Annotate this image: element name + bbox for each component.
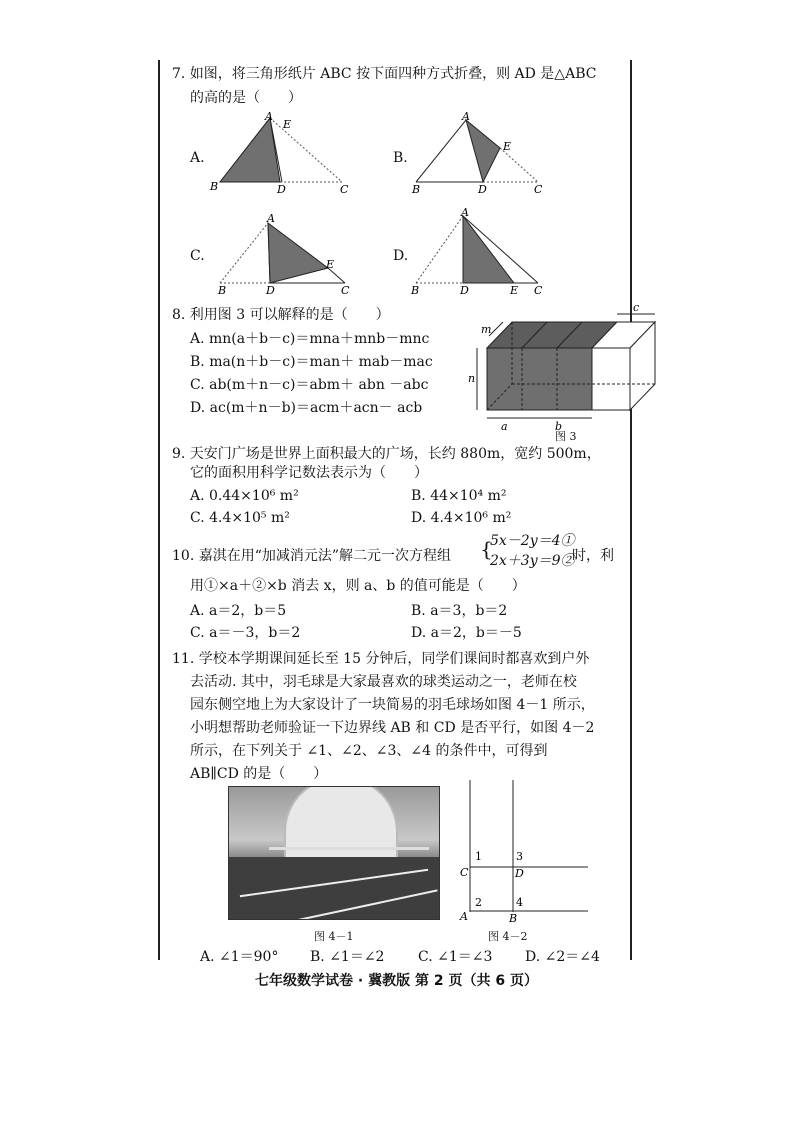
q7-figure-a [205, 112, 365, 197]
q7d-label-A: A [461, 206, 469, 219]
q7d-label-E: E [510, 284, 519, 297]
q11-option-a: A. ∠1＝90° [200, 949, 279, 965]
q7-figure-c [210, 208, 370, 298]
q7c-label-B: B [218, 284, 227, 297]
q8-label-m: m [481, 323, 492, 336]
q11-figure-4-2 [455, 780, 595, 930]
q7d-label-D: D [460, 284, 469, 297]
angle-2-label: 2 [475, 896, 482, 909]
q10-option-c: C. a＝－3，b＝2 [190, 625, 301, 641]
fig-4-2-caption: 图 4－2 [488, 930, 528, 943]
point-A-label: A [460, 910, 468, 923]
q7a-label-C: C [340, 183, 349, 196]
q9-option-c: C. 4.4×10⁵ m² [190, 510, 290, 526]
q7c-label-E: E [326, 258, 335, 271]
q8-label-n: n [468, 372, 476, 385]
point-D-label: D [515, 867, 524, 880]
q7-stem-line2: 的高的是（ ） [190, 90, 302, 106]
q10-stem-line2: 用①×a＋②×b 消去 x，则 a、b 的值可能是（ ） [190, 578, 526, 594]
q11-option-d: D. ∠2＝∠4 [525, 949, 600, 965]
q8-figure-3 [465, 301, 640, 433]
q9-option-a: A. 0.44×10⁶ m² [190, 488, 299, 504]
q11-stem-line4: 小明想帮助老师验证一下边界线 AB 和 CD 是否平行，如图 4－2 [190, 720, 595, 736]
fig-4-1-caption: 图 4－1 [314, 930, 354, 943]
angle-1-label: 1 [475, 850, 482, 863]
q7-stem-line1: 7. 如图，将三角形纸片 ABC 按下面四种方式折叠，则 AD 是△ABC [172, 66, 597, 82]
q7b-label-A: A [462, 110, 470, 123]
q7c-label-A: A [267, 212, 275, 225]
q8-option-c: C. ab(m＋n－c)＝abm＋ abn －abc [190, 377, 429, 393]
q7d-label-B: B [411, 284, 420, 297]
q7-option-d: D. [393, 248, 409, 264]
q8-option-b: B. ma(n＋b－c)＝man＋ mab－mac [190, 354, 433, 370]
q7c-label-D: D [266, 284, 275, 297]
q7a-label-A: A [265, 110, 273, 123]
q7b-label-B: B [412, 183, 421, 196]
photo-court [229, 857, 439, 919]
q7-option-c: C. [190, 248, 205, 264]
q7b-label-D: D [478, 183, 487, 196]
q7b-label-C: C [534, 183, 543, 196]
q8-label-c: c [633, 301, 640, 314]
point-C-label: C [460, 866, 469, 879]
q8-option-a: A. mn(a＋b－c)＝mna＋mnb－mnc [190, 331, 430, 347]
q7b-label-E: E [503, 140, 512, 153]
q7d-label-C: C [534, 284, 543, 297]
q7a-label-D: D [277, 183, 286, 196]
q7a-label-B: B [210, 180, 219, 193]
point-B-label: B [509, 912, 518, 925]
q10-equation-1: 5x－2y＝4① [490, 533, 575, 549]
left-margin-line [158, 60, 160, 960]
q11-stem-line3: 园东侧空地上为大家设计了一块简易的羽毛球场如图 4－1 所示， [190, 697, 595, 713]
q11-stem-line6: AB∥CD 的是（ ） [190, 766, 328, 782]
q8-label-a: a [501, 420, 508, 433]
q9-stem-line1: 9. 天安门广场是世界上面积最大的广场，长约 880m，宽约 500m， [172, 446, 601, 462]
q7a-label-E: E [283, 118, 292, 131]
q8-figure-caption: 图 3 [555, 430, 577, 443]
q10-stem-part1: 10. 嘉淇在用“加减消元法”解二元一次方程组 [172, 548, 452, 564]
q8-option-d: D. ac(m＋n－b)＝acm＋acn－ acb [190, 400, 423, 416]
q8-stem: 8. 利用图 3 可以解释的是（ ） [172, 307, 390, 323]
q10-option-b: B. a＝3，b＝2 [411, 603, 508, 619]
q7c-label-C: C [341, 284, 350, 297]
photo-net [269, 847, 429, 850]
q7-figure-d [408, 208, 568, 298]
q10-option-d: D. a＝2，b＝－5 [411, 625, 522, 641]
angle-4-label: 4 [516, 896, 523, 909]
q7-figure-b [408, 112, 568, 197]
page-footer: 七年级数学试卷 · 冀教版 第 2 页（共 6 页） [255, 973, 538, 989]
q10-option-a: A. a＝2，b＝5 [190, 603, 287, 619]
q9-stem-line2: 它的面积用科学记数法表示为（ ） [190, 465, 428, 481]
q7-option-a: A. [190, 150, 205, 166]
q9-option-b: B. 44×10⁴ m² [411, 488, 507, 504]
q8-label-b: b [555, 420, 563, 433]
badminton-court-photo [228, 786, 440, 920]
q11-stem-line2: 去活动. 其中，羽毛球是大家最喜欢的球类运动之一，老师在校 [190, 674, 577, 690]
q10-equation-2: 2x＋3y＝9② [490, 553, 575, 569]
right-margin-line [630, 60, 632, 960]
q10-stem-part2: 时，利 [572, 548, 614, 564]
q11-stem-line5: 所示，在下列关于 ∠1、∠2、∠3、∠4 的条件中，可得到 [190, 743, 548, 759]
q11-option-b: B. ∠1＝∠2 [310, 949, 385, 965]
q9-option-d: D. 4.4×10⁶ m² [411, 510, 512, 526]
q7-option-b: B. [393, 150, 408, 166]
q11-stem-line1: 11. 学校本学期课间延长至 15 分钟后，同学们课间时都喜欢到户外 [172, 651, 590, 667]
angle-3-label: 3 [516, 850, 523, 863]
q10-brace: { [480, 537, 493, 561]
q11-option-c: C. ∠1＝∠3 [418, 949, 493, 965]
